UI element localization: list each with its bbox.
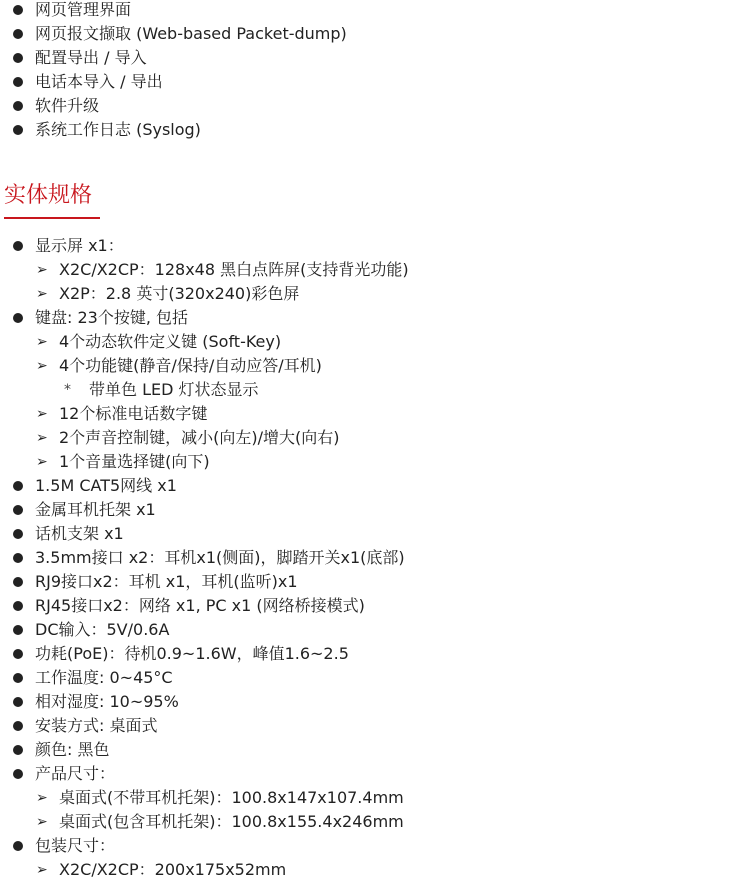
list-item-text: 工作温度: 0~45°C	[35, 668, 173, 687]
arrow-bullet-icon: ➢	[36, 334, 48, 350]
bullet-dot-icon	[13, 721, 23, 731]
arrow-bullet-icon: ➢	[36, 358, 48, 374]
list-item-text: 相对湿度: 10~95%	[35, 692, 179, 711]
list-item-text: 软件升级	[35, 96, 100, 115]
arrow-bullet-icon: ➢	[36, 790, 48, 806]
bullet-dot-icon	[13, 101, 23, 111]
bullet-dot-icon	[13, 553, 23, 563]
list-item-text: 电话本导入 / 导出	[35, 72, 163, 91]
list-item-text: 桌面式(包含耳机托架)：100.8x155.4x246mm	[59, 812, 404, 831]
list-item-text: 网页管理界面	[35, 0, 132, 19]
list-item-text: 1个音量选择键(向下)	[59, 452, 210, 471]
arrow-bullet-icon: ➢	[36, 862, 48, 878]
list-item-text: 桌面式(不带耳机托架)：100.8x147x107.4mm	[59, 788, 404, 807]
list-item-text: 带单色 LED 灯状态显示	[89, 380, 259, 399]
list-item-text: 包装尺寸：	[35, 836, 116, 855]
bullet-dot-icon	[13, 601, 23, 611]
arrow-bullet-icon: ➢	[36, 406, 48, 422]
list-item-text: 颜色: 黑色	[35, 740, 110, 759]
list-item-text: 功耗(PoE)：待机0.9~1.6W，峰值1.6~2.5	[35, 644, 349, 663]
bullet-dot-icon	[13, 29, 23, 39]
list-item-text: 显示屏 x1：	[35, 236, 124, 255]
bullet-dot-icon	[13, 5, 23, 15]
list-item-text: 4个动态软件定义键 (Soft-Key)	[59, 332, 282, 351]
list-item-text: 安装方式: 桌面式	[35, 716, 158, 735]
list-item-text: 话机支架 x1	[35, 524, 124, 543]
arrow-bullet-icon: ➢	[36, 454, 48, 470]
bullet-dot-icon	[13, 841, 23, 851]
list-item-text: 配置导出 / 导入	[35, 48, 147, 67]
bullet-dot-icon	[13, 313, 23, 323]
bullet-dot-icon	[13, 481, 23, 491]
arrow-bullet-icon: ➢	[36, 430, 48, 446]
list-item-text: DC输入：5V/0.6A	[35, 620, 170, 639]
arrow-bullet-icon: ➢	[36, 814, 48, 830]
bullet-dot-icon	[13, 125, 23, 135]
bullet-dot-icon	[13, 53, 23, 63]
arrow-bullet-icon: ➢	[36, 286, 48, 302]
list-item-text: X2C/X2CP：200x175x52mm	[59, 860, 287, 879]
bullet-dot-icon	[13, 77, 23, 87]
section-heading: 实体规格	[4, 183, 93, 208]
bullet-dot-icon	[13, 697, 23, 707]
bullet-dot-icon	[13, 577, 23, 587]
bullet-dot-icon	[13, 745, 23, 755]
list-item-text: RJ9接口x2：耳机 x1，耳机(监听)x1	[35, 572, 298, 591]
bullet-dot-icon	[13, 529, 23, 539]
bullet-dot-icon	[13, 649, 23, 659]
list-item-text: 系统工作日志 (Syslog)	[35, 120, 201, 139]
list-item-text: 网页报文撷取 (Web-based Packet-dump)	[35, 24, 347, 43]
asterisk-bullet-icon: *	[64, 382, 71, 398]
list-item-text: 12个标准电话数字键	[59, 404, 208, 423]
list-item-text: 3.5mm接口 x2：耳机x1(侧面)，脚踏开关x1(底部)	[35, 548, 405, 567]
list-item-text: 键盘: 23个按键, 包括	[35, 308, 189, 327]
bullet-dot-icon	[13, 625, 23, 635]
bullet-dot-icon	[13, 505, 23, 515]
list-item-text: X2C/X2CP：128x48 黑白点阵屏(支持背光功能)	[59, 260, 409, 279]
list-item-text: 4个功能键(静音/保持/自动应答/耳机)	[59, 356, 322, 375]
bullet-dot-icon	[13, 241, 23, 251]
list-item-text: 2个声音控制键，减小(向左)/增大(向右)	[59, 428, 340, 447]
list-item-text: X2P：2.8 英寸(320x240)彩色屏	[59, 284, 300, 303]
heading-underline	[4, 217, 100, 219]
list-item-text: RJ45接口x2：网络 x1, PC x1 (网络桥接模式)	[35, 596, 365, 615]
bullet-dot-icon	[13, 673, 23, 683]
bullet-dot-icon	[13, 769, 23, 779]
list-item-text: 1.5M CAT5网线 x1	[35, 476, 177, 495]
list-item-text: 产品尺寸：	[35, 764, 116, 783]
list-item-text: 金属耳机托架 x1	[35, 500, 156, 519]
arrow-bullet-icon: ➢	[36, 262, 48, 278]
